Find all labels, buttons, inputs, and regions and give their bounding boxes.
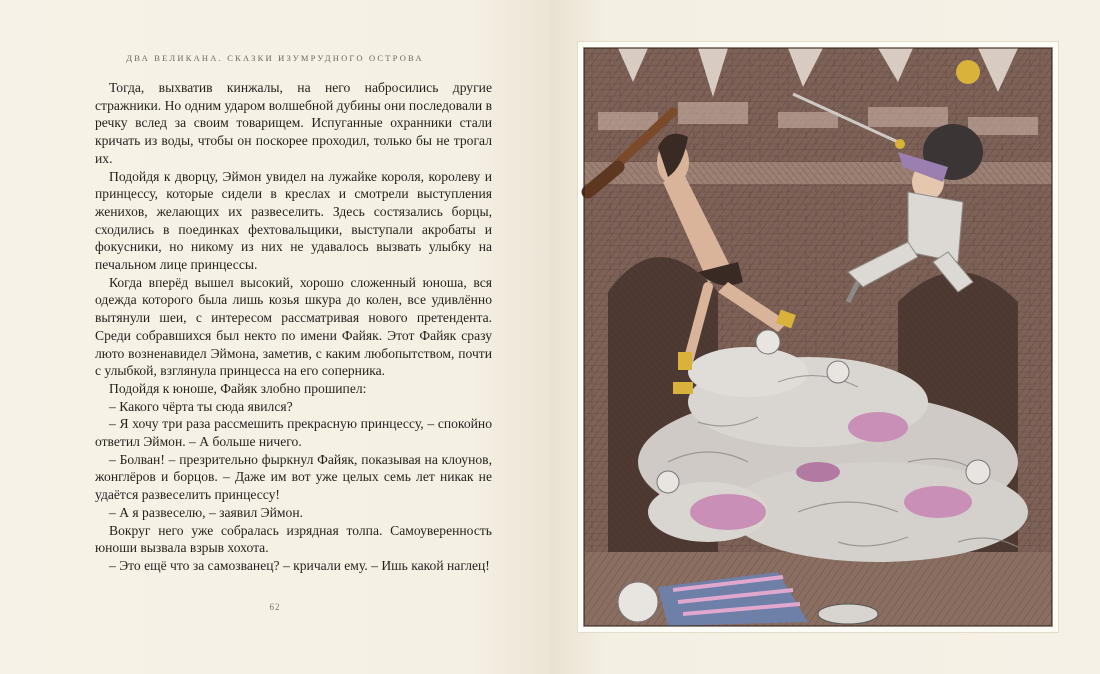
illustration-artwork	[578, 42, 1058, 632]
paragraph: Тогда, выхватив кинжалы, на него набросились другие стражники. Но одним ударом волшебной дубины они последовали в речку вслед за своим товарищем. Испуганные охранники стали кричать из воды, чтобы он поскорее проходил, только бы не трогал их.	[95, 80, 492, 166]
running-head: ДВА ВЕЛИКАНА. СКАЗКИ ИЗУМРУДНОГО ОСТРОВА	[126, 53, 424, 63]
dialogue-line: – Какого чёрта ты сюда явился?	[109, 398, 293, 414]
body-text	[95, 79, 492, 575]
floor-shield	[818, 604, 878, 624]
paragraph: Когда вперёд вышел высокий, хорошо сложенный юноша, вся одежда которого была лишь козья шкура до колен, все удивлённо вытянули шеи, с интересом рассматривая нового претендента. Среди собравшихся был некто по имени Файяк. Этот Файяк сразу люто возненавидел Эймона, заметив, с каким любопытством, почти с улыбкой, взглянула принцесса на его соперника.	[95, 274, 492, 379]
paragraph: Подойдя к юноше, Файяк злобно прошипел:	[109, 380, 367, 396]
dialogue-line: – Я хочу три раза рассмешить прекрасную принцессу, – спокойно ответил Эймон. – А больше ничего.	[95, 416, 492, 450]
dialogue-line: – А я развеселю, – заявил Эймон.	[109, 504, 303, 520]
dialogue-line: – Это ещё что за самозванец? – кричали ему. – Ишь какой наглец!	[109, 557, 490, 573]
dialogue-line: – Болван! – презрительно фыркнул Файяк, показывая на клоунов, жонглёров и борцов. – Даже им вот уже целых семь лет никак не удаётся развеселить принцессу!	[95, 451, 492, 503]
illustration	[578, 42, 1058, 632]
page-number: 62	[269, 602, 281, 612]
paragraph: Подойдя к дворцу, Эймон увидел на лужайке короля, королеву и принцессу, которые сидели в креслах и смотрели выступления женихов, желающих их развеселить. Здесь состязались борцы, сходились в поединках фехтовальщики, выступали акробаты и фокусники, но никому из них не удавалось вызвать улыбку на печальном лице принцессы.	[95, 168, 492, 273]
paragraph: Вокруг него уже собралась изрядная толпа. Самоуверенность юноши вызвала взрыв хохота.	[95, 522, 492, 556]
